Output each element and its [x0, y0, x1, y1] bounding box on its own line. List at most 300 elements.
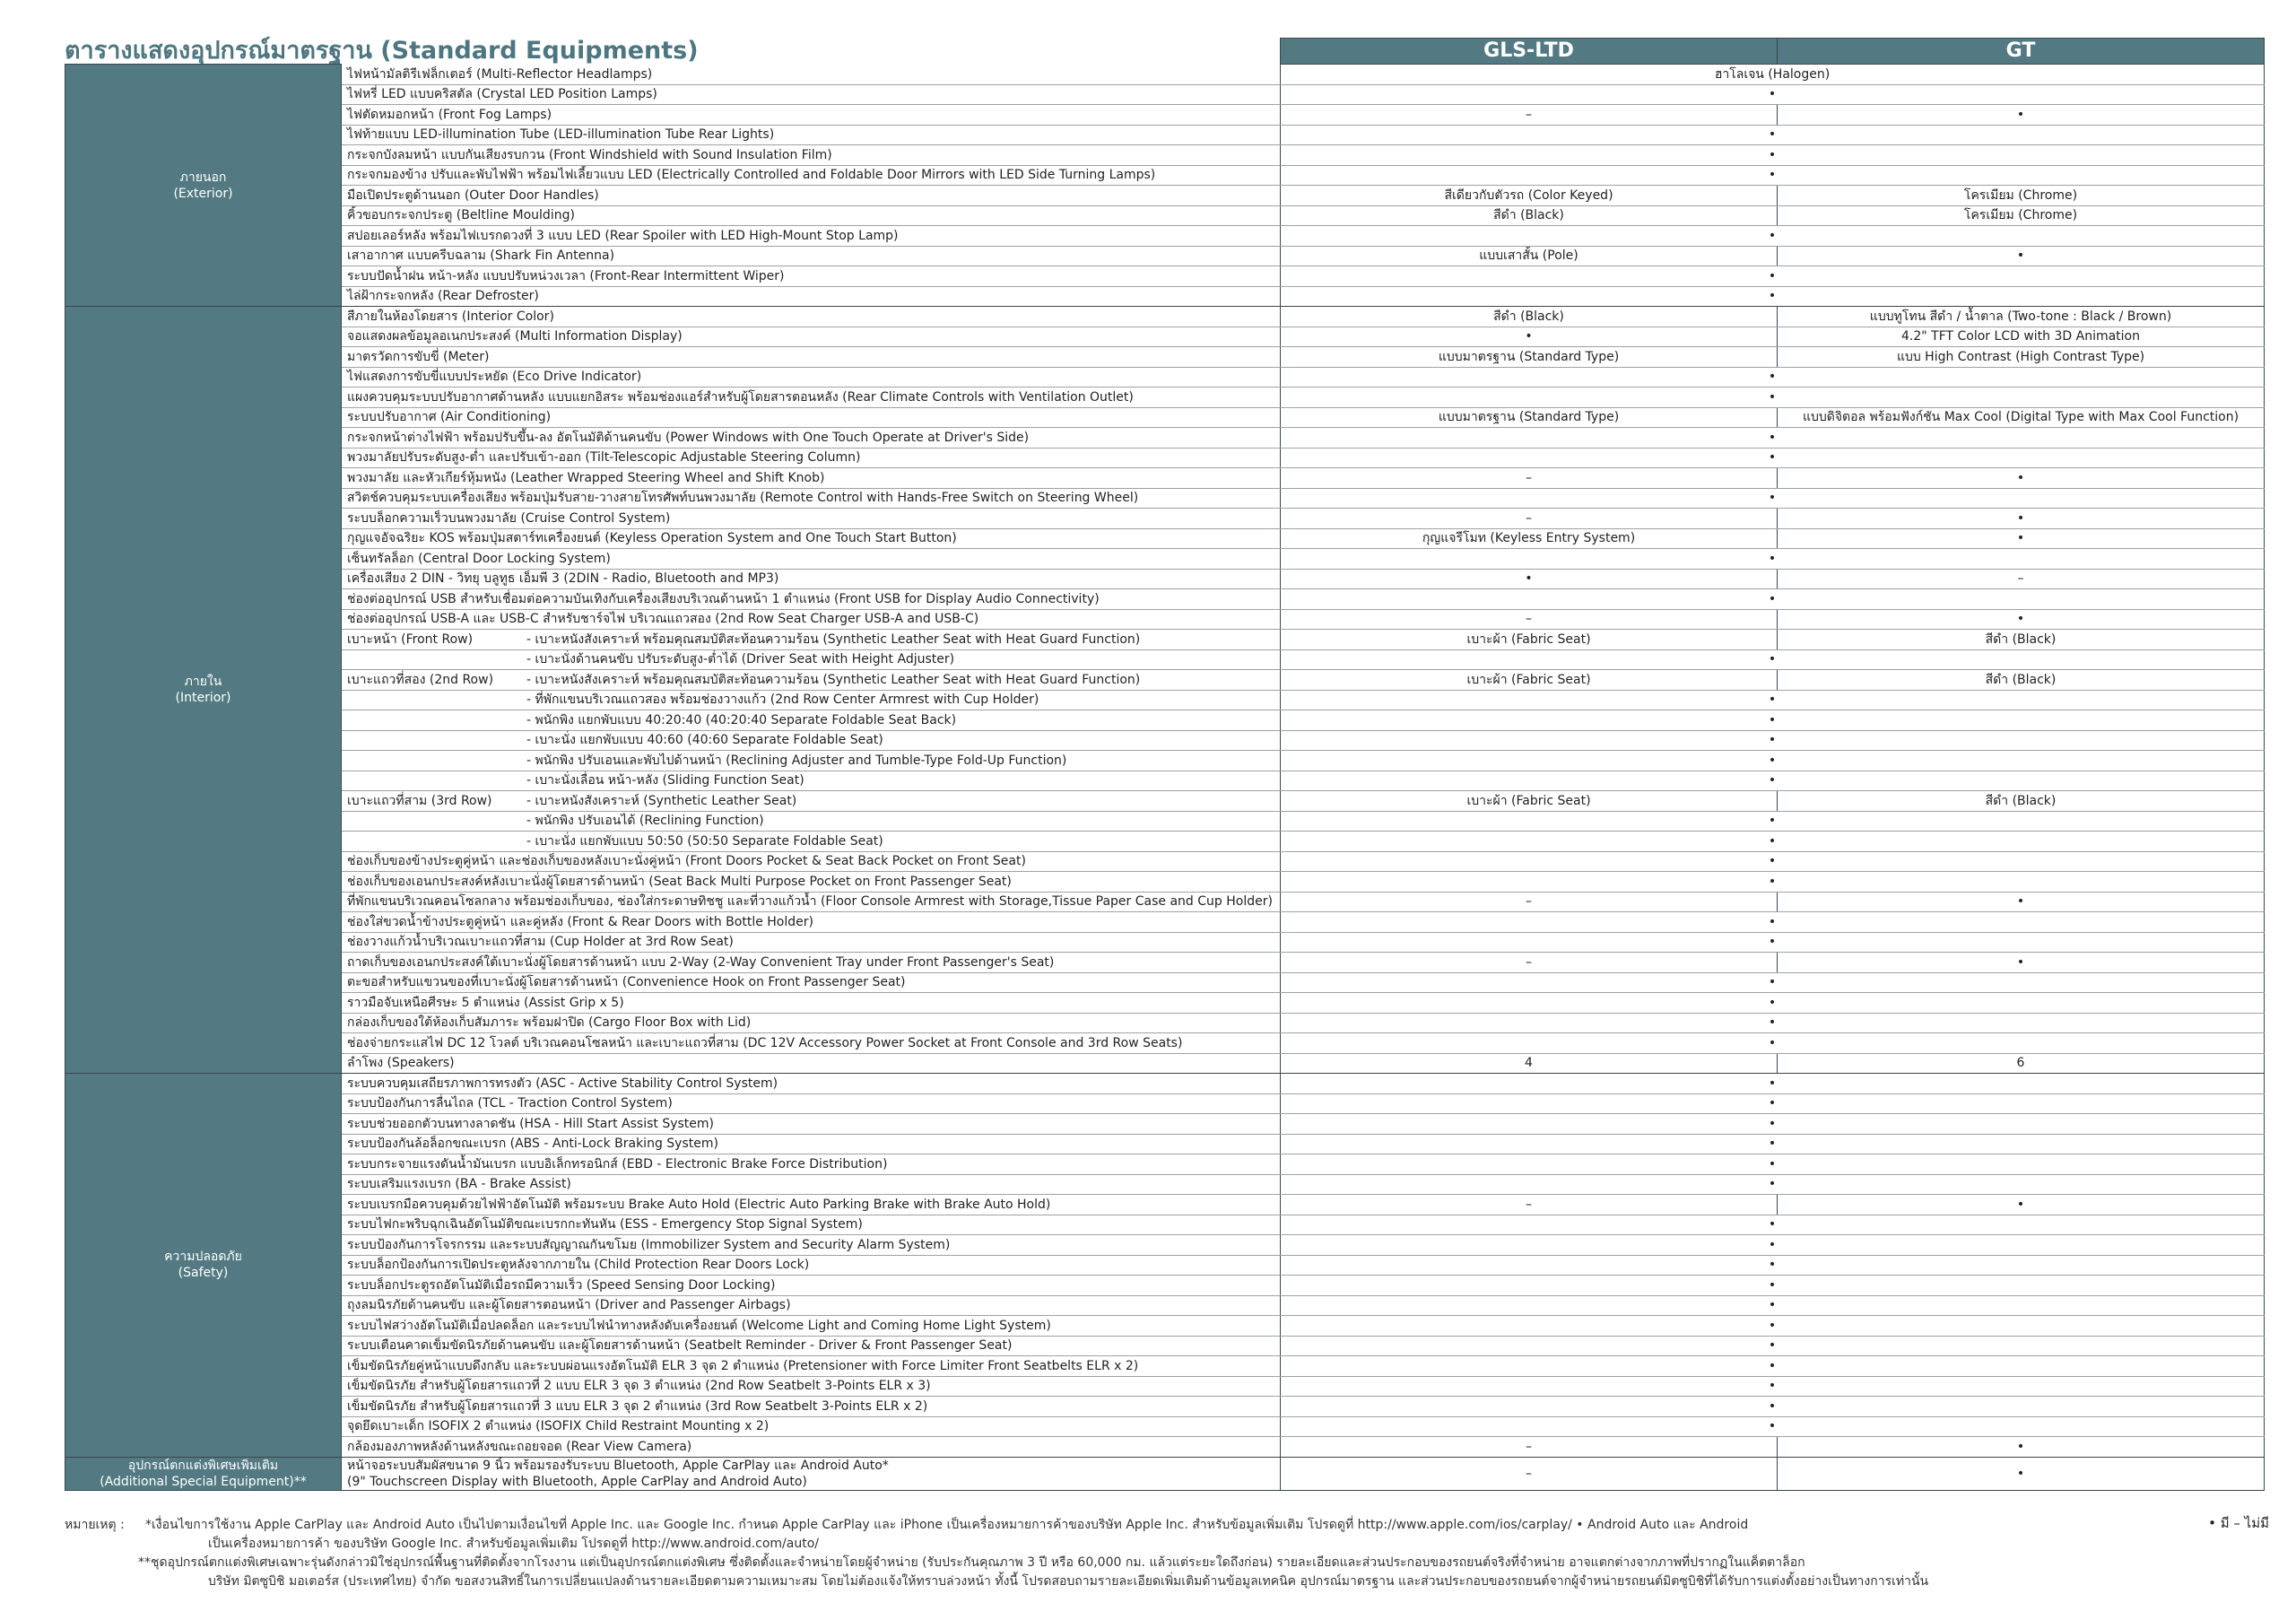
feature-text: ช่องเก็บของเอนกประสงค์หลังเบาะนั่งผู้โดยสารด้านหน้า (Seat Back Multi Purpose Pocket on Front Passenger Seat) — [347, 874, 1012, 889]
table-row — [65, 630, 2265, 650]
feature-label — [342, 892, 1281, 912]
feature-text: เข็มขัดนิรภัยคู่หน้าแบบดึงกลับ และระบบผ่อนแรงอัตโนมัติ ELR 3 จุด 2 ตำแหน่ง (Pretensioner with Force Limiter Front Seatbelts ELR x 2) — [347, 1358, 1139, 1373]
table-row — [65, 872, 2265, 893]
value-both-models: • — [1281, 1235, 2265, 1256]
table-row — [65, 125, 2265, 145]
feature-text: สีภายในห้องโดยสาร (Interior Color) — [347, 309, 554, 324]
value-both-models: • — [1281, 388, 2265, 408]
feature-label — [342, 528, 1281, 549]
feature-text: ระบบล็อกป้องกันการเปิดประตูหลังจากภายใน (Child Protection Rear Doors Lock) — [347, 1258, 810, 1273]
section-name-th: อุปกรณ์ตกแต่งพิเศษเพิ่มเติม — [127, 1458, 279, 1473]
feature-text: กล่องเก็บของใต้ห้องเก็บสัมภาระ พร้อมฝาปิด (Cargo Floor Box with Lid) — [347, 1015, 752, 1031]
feature-label — [342, 1235, 1281, 1256]
value-gls-ltd: แบบมาตรฐาน (Standard Type) — [1281, 347, 1778, 368]
table-row — [65, 932, 2265, 953]
feature-text: ถุงลมนิรภัยด้านคนขับ และผู้โดยสารตอนหน้า (Driver and Passenger Airbags) — [347, 1298, 791, 1313]
table-row — [65, 993, 2265, 1014]
feature-label — [342, 125, 1281, 145]
feature-label — [342, 569, 1281, 589]
feature-label — [342, 912, 1281, 933]
feature-label — [342, 1336, 1281, 1356]
feature-text: ไฟตัดหมอกหน้า (Front Fog Lamps) — [347, 107, 552, 122]
feature-label — [342, 1457, 1281, 1490]
feature-label — [342, 1013, 1281, 1033]
table-row — [65, 1276, 2265, 1296]
table-row — [65, 367, 2265, 388]
table-row — [65, 892, 2265, 912]
value-gls-ltd: สีดำ (Black) — [1281, 205, 1778, 226]
spec-table — [65, 38, 2265, 1491]
feature-text: ระบบเตือนคาดเข็มขัดนิรภัยด้านคนขับ และผู้โดยสารด้านหน้า (Seatbelt Reminder - Driver & Front Passenger Seat) — [347, 1338, 1013, 1354]
value-gt: • — [1778, 892, 2265, 912]
table-row — [65, 690, 2265, 710]
value-both-models: • — [1281, 972, 2265, 993]
feature-label — [342, 609, 1281, 630]
table-row — [65, 1134, 2265, 1154]
table-row — [65, 851, 2265, 872]
feature-label — [342, 1295, 1281, 1316]
value-gls-ltd: แบบมาตรฐาน (Standard Type) — [1281, 407, 1778, 428]
feature-label — [342, 105, 1281, 126]
value-both-models: • — [1281, 690, 2265, 710]
feature-label — [342, 1397, 1281, 1417]
feature-label — [342, 1316, 1281, 1337]
value-both-models: • — [1281, 1397, 2265, 1417]
value-gls-ltd: – — [1281, 1457, 1778, 1490]
table-row — [65, 751, 2265, 771]
feature-label — [342, 1093, 1281, 1114]
section-name-th: ความปลอดภัย — [164, 1250, 242, 1265]
feature-label — [342, 1114, 1281, 1135]
table-row — [65, 771, 2265, 791]
feature-text: - เบาะนั่ง แยกพับแบบ 40:60 (40:60 Separate Foldable Seat) — [526, 733, 883, 748]
feature-label — [342, 1154, 1281, 1175]
value-both-models: • — [1281, 993, 2265, 1014]
column-header-gls-ltd: GLS-LTD — [1281, 39, 1778, 65]
table-row — [65, 286, 2265, 307]
feature-text: ไล่ฝ้ากระจกหลัง (Rear Defroster) — [347, 289, 539, 304]
table-row — [65, 710, 2265, 731]
table-row — [65, 226, 2265, 247]
feature-text: หน้าจอระบบสัมผัสขนาด 9 นิ้ว พร้อมรองรับระบบ Bluetooth, Apple CarPlay และ Android Auto* — [347, 1458, 889, 1473]
feature-label — [342, 549, 1281, 570]
table-row — [65, 327, 2265, 347]
feature-label — [342, 589, 1281, 610]
feature-text: - ที่พักแขนบริเวณแถวสอง พร้อมช่องวางแก้ว (2nd Row Center Armrest with Cup Holder) — [526, 692, 1039, 708]
value-both-models: • — [1281, 84, 2265, 105]
value-both-models: • — [1281, 649, 2265, 670]
table-row — [65, 186, 2265, 206]
feature-label — [342, 710, 1281, 731]
value-gls-ltd: – — [1281, 509, 1778, 529]
feature-text: เสาอากาศ แบบครีบฉลาม (Shark Fin Antenna) — [347, 248, 615, 264]
value-gls-ltd: สีเดียวกับตัวรถ (Color Keyed) — [1281, 186, 1778, 206]
legend: • มี – ไม่มี — [2208, 1515, 2269, 1531]
table-row — [65, 105, 2265, 126]
value-both-models: • — [1281, 771, 2265, 791]
feature-text: ระบบล็อกประตูรถอัตโนมัติเมื่อรถมีความเร็ว (Speed Sensing Door Locking) — [347, 1277, 776, 1293]
feature-label — [342, 226, 1281, 247]
feature-text-en: (9" Touchscreen Display with Bluetooth, Apple CarPlay and Android Auto) — [347, 1474, 807, 1489]
table-row — [65, 468, 2265, 489]
table-row — [65, 1013, 2265, 1033]
feature-label — [342, 1416, 1281, 1437]
value-gt: • — [1778, 246, 2265, 266]
feature-label — [342, 690, 1281, 710]
value-gls-ltd: – — [1281, 1195, 1778, 1215]
feature-label — [342, 751, 1281, 771]
value-both-models: • — [1281, 1174, 2265, 1195]
value-both-models: • — [1281, 165, 2265, 186]
feature-label — [342, 1255, 1281, 1276]
value-gt: • — [1778, 1457, 2265, 1490]
table-row — [65, 549, 2265, 570]
feature-text: เข็มขัดนิรภัย สำหรับผู้โดยสารแถวที่ 3 แบบ ELR 3 จุด 2 ตำแหน่ง (3rd Row Seatbelt 3-Points ELR x 2) — [347, 1398, 928, 1414]
feature-label — [342, 186, 1281, 206]
feature-label — [342, 953, 1281, 973]
value-both-models: • — [1281, 730, 2265, 751]
feature-label — [342, 448, 1281, 468]
feature-text: กระจกบังลมหน้า แบบกันเสียงรบกวน (Front Windshield with Sound Insulation Film) — [347, 147, 832, 162]
feature-label — [342, 65, 1281, 85]
value-both-models: • — [1281, 145, 2265, 166]
table-row — [65, 791, 2265, 812]
table-row — [65, 832, 2265, 852]
feature-text: สวิตช์ควบคุมระบบเครื่องเสียง พร้อมปุ่มรับสาย-วางสายโทรศัพท์บนพวงมาลัย (Remote Control with Hands-Free Switch on Steering Wheel) — [347, 491, 1139, 506]
footer-notes — [65, 1516, 2271, 1591]
feature-text: ระบบเบรกมือควบคุมด้วยไฟฟ้าอัตโนมัติ พร้อมระบบ Brake Auto Hold (Electric Auto Parking Brake with Brake Auto Hold) — [347, 1197, 1051, 1212]
feature-label — [342, 388, 1281, 408]
value-both-models: • — [1281, 1114, 2265, 1135]
feature-label — [342, 811, 1281, 832]
value-both-models: • — [1281, 1093, 2265, 1114]
value-both-models: • — [1281, 1316, 2265, 1337]
seat-group-label: เบาะแถวที่สาม (3rd Row) — [347, 793, 492, 808]
value-both-models: • — [1281, 751, 2265, 771]
value-both-models: • — [1281, 428, 2265, 449]
table-row — [65, 1033, 2265, 1054]
feature-text: กุญแจอัจฉริยะ KOS พร้อมปุ่มสตาร์ทเครื่องยนต์ (Keyless Operation System and One Touch Start Button) — [347, 531, 957, 546]
feature-text: แผงควบคุมระบบปรับอากาศด้านหลัง แบบแยกอิสระ พร้อมช่องแอร์สำหรับผู้โดยสารตอนหลัง (Rear Climate Controls with Ventilation Outlet) — [347, 389, 1134, 405]
feature-label — [342, 145, 1281, 166]
value-gls-ltd: – — [1281, 1437, 1778, 1458]
feature-label — [342, 1356, 1281, 1377]
footnote-2-cont: บริษัท มิตซูบิชิ มอเตอร์ส (ประเทศไทย) จำกัด ขอสงวนสิทธิ์ในการเปลี่ยนแปลงด้านรายละเอียดตามความเหมาะสม โดยไม่ต้องแจ้งให้ทราบล่วงหน้า ทั้งนี้ โปรดสอบถามรายละเอียดเพิ่มเติมด้านข้อมูลเทคนิค อุปกรณ์มาตรฐาน และส่วนประกอบของรถยนต์จากผู้จำหน่ายรถยนต์มิตซูบิชิที่ได้รับการแต่งตั้งอย่างเป็นทางการเท่านั้น — [208, 1574, 1929, 1589]
feature-text: ราวมือจับเหนือศีรษะ 5 ตำแหน่ง (Assist Grip x 5) — [347, 995, 624, 1010]
table-row — [65, 589, 2265, 610]
feature-text: ระบบป้องกันล้อล็อกขณะเบรก (ABS - Anti-Lock Braking System) — [347, 1137, 718, 1152]
feature-label — [342, 1276, 1281, 1296]
value-gls-ltd: สีดำ (Black) — [1281, 307, 1778, 327]
table-row — [65, 145, 2265, 166]
value-gls-ltd: • — [1281, 327, 1778, 347]
value-both-models: • — [1281, 811, 2265, 832]
table-row — [65, 488, 2265, 509]
value-gt: • — [1778, 953, 2265, 973]
table-row — [65, 912, 2265, 933]
table-row — [65, 509, 2265, 529]
feature-text: ช่องจ่ายกระแสไฟ DC 12 โวลต์ บริเวณคอนโซลหน้า และเบาะแถวที่สาม (DC 12V Accessory Power Socket at Front Console and 3rd Row Seats) — [347, 1035, 1183, 1050]
table-row — [65, 246, 2265, 266]
value-gt: แบบ High Contrast (High Contrast Type) — [1778, 347, 2265, 368]
feature-label — [342, 367, 1281, 388]
feature-text: กล้องมองภาพหลังด้านหลังขณะถอยจอด (Rear View Camera) — [347, 1439, 692, 1454]
value-both-models: • — [1281, 1376, 2265, 1397]
feature-label — [342, 266, 1281, 287]
value-gt: สีดำ (Black) — [1778, 791, 2265, 812]
table-row — [65, 205, 2265, 226]
feature-label — [342, 1376, 1281, 1397]
table-row — [65, 1437, 2265, 1458]
value-both-models: • — [1281, 1074, 2265, 1094]
feature-text: ระบบป้องกันการโจรกรรม และระบบสัญญาณกันขโมย (Immobilizer System and Security Alarm System) — [347, 1237, 951, 1252]
value-both-models: • — [1281, 589, 2265, 610]
feature-text: - เบาะนั่งด้านคนขับ ปรับระดับสูง-ต่ำได้ (Driver Seat with Height Adjuster) — [526, 652, 955, 667]
feature-text: - พนักพิง ปรับเอนได้ (Reclining Function) — [526, 814, 764, 829]
seat-group-label: เบาะแถวที่สอง (2nd Row) — [347, 672, 494, 687]
section-name-en: (Additional Special Equipment)** — [100, 1474, 307, 1489]
feature-text: - เบาะหนังสังเคราะห์ (Synthetic Leather Seat) — [526, 793, 797, 808]
value-both-models: • — [1281, 488, 2265, 509]
value-gt: แบบทูโทน สีดำ / น้ำตาล (Two-tone : Black / Brown) — [1778, 307, 2265, 327]
value-both-models: • — [1281, 851, 2265, 872]
column-header-gt: GT — [1778, 39, 2265, 65]
feature-label — [342, 205, 1281, 226]
feature-label — [342, 670, 1281, 691]
feature-text: จอแสดงผลข้อมูลอเนกประสงค์ (Multi Information Display) — [347, 329, 683, 344]
value-both-models: • — [1281, 1416, 2265, 1437]
section-name-en: (Exterior) — [173, 186, 233, 201]
footer-label: หมายเหตุ : — [65, 1518, 125, 1532]
feature-label — [342, 771, 1281, 791]
feature-text: ระบบล็อกความเร็วบนพวงมาลัย (Cruise Control System) — [347, 510, 671, 526]
feature-text: ไฟท้ายแบบ LED-illumination Tube (LED-illumination Tube Rear Lights) — [347, 127, 775, 143]
value-both-models: • — [1281, 448, 2265, 468]
value-gls-ltd: เบาะผ้า (Fabric Seat) — [1281, 630, 1778, 650]
section-name-th: ภายใน — [184, 675, 222, 689]
value-both-models: • — [1281, 226, 2265, 247]
table-row — [65, 84, 2265, 105]
feature-label — [342, 488, 1281, 509]
table-row — [65, 65, 2265, 85]
value-gt: แบบดิจิตอล พร้อมฟังก์ชัน Max Cool (Digital Type with Max Cool Function) — [1778, 407, 2265, 428]
footnote-1: *เงื่อนไขการใช้งาน Apple CarPlay และ Android Auto เป็นไปตามเงื่อนไขที่ Apple Inc. และ Google Inc. กำหนด Apple CarPlay และ iPhone เป็นเครื่องหมายการค้าของบริษัท Apple Inc. สำหรับข้อมูลเพิ่มเติม โปรดดูที่ http://www.apple.com/ios/carplay/ • Android Auto และ Android — [145, 1518, 1749, 1532]
value-gls-ltd: แบบเสาสั้น (Pole) — [1281, 246, 1778, 266]
page-title: ตารางแสดงอุปกรณ์มาตรฐาน (Standard Equipments) — [65, 37, 699, 65]
feature-label — [342, 993, 1281, 1014]
table-row — [65, 730, 2265, 751]
feature-label — [342, 1033, 1281, 1054]
feature-text: มือเปิดประตูด้านนอก (Outer Door Handles) — [347, 187, 599, 203]
value-gls-ltd: – — [1281, 609, 1778, 630]
feature-text: เข็มขัดนิรภัย สำหรับผู้โดยสารแถวที่ 2 แบบ ELR 3 จุด 3 ตำแหน่ง (2nd Row Seatbelt 3-Points ELR x 3) — [347, 1379, 931, 1394]
feature-text: ระบบช่วยออกตัวบนทางลาดชัน (HSA - Hill Start Assist System) — [347, 1116, 714, 1131]
feature-text: ช่องวางแก้วน้ำบริเวณเบาะแถวที่สาม (Cup Holder at 3rd Row Seat) — [347, 935, 734, 950]
feature-text: พวงมาลัยปรับระดับสูง-ต่ำ และปรับเข้า-ออก (Tilt-Telescopic Adjustable Steering Column) — [347, 450, 861, 466]
table-row — [65, 1195, 2265, 1215]
seat-group-label: เบาะหน้า (Front Row) — [347, 631, 474, 647]
table-row — [65, 266, 2265, 287]
feature-label — [342, 649, 1281, 670]
value-both-models: • — [1281, 367, 2265, 388]
feature-text: ไฟหรี่ LED แบบคริสตัล (Crystal LED Position Lamps) — [347, 87, 657, 102]
value-gt: โครเมียม (Chrome) — [1778, 205, 2265, 226]
value-both-models: • — [1281, 912, 2265, 933]
value-gls-ltd: – — [1281, 468, 1778, 489]
feature-text: ถาดเก็บของเอนกประสงค์ใต้เบาะนั่งผู้โดยสารด้านหน้า แบบ 2-Way (2-Way Convenient Tray under Front Passenger's Seat) — [347, 954, 1055, 970]
table-row — [65, 347, 2265, 368]
feature-label — [342, 872, 1281, 893]
feature-label — [342, 932, 1281, 953]
value-both-models: • — [1281, 710, 2265, 731]
section-label — [65, 1457, 342, 1490]
table-row — [65, 609, 2265, 630]
feature-label — [342, 1134, 1281, 1154]
table-row — [65, 1154, 2265, 1175]
table-row — [65, 972, 2265, 993]
feature-text: ระบบกระจายแรงดันน้ำมันเบรก แบบอิเล็กทรอนิกส์ (EBD - Electronic Brake Force Distribution) — [347, 1156, 888, 1171]
feature-text: ไฟหน้ามัลติรีเฟล็กเตอร์ (Multi-Reflector Headlamps) — [347, 66, 653, 82]
section-name-en: (Interior) — [175, 691, 231, 705]
table-row — [65, 1093, 2265, 1114]
value-gls-ltd: กุญแจรีโมท (Keyless Entry System) — [1281, 528, 1778, 549]
feature-label — [342, 509, 1281, 529]
feature-label — [342, 1437, 1281, 1458]
section-name-th: ภายนอก — [179, 170, 227, 185]
value-gt: • — [1778, 105, 2265, 126]
table-row — [65, 1356, 2265, 1377]
table-row — [65, 388, 2265, 408]
value-both-models: • — [1281, 1356, 2265, 1377]
feature-text: ช่องต่ออุปกรณ์ USB สำหรับเชื่อมต่อความบันเทิงกับเครื่องเสียงบริเวณด้านหน้า 1 ตำแหน่ง (Front USB for Display Audio Connectivity) — [347, 591, 1100, 606]
value-gt: • — [1778, 468, 2265, 489]
feature-text: ระบบป้องกันการลื่นไถล (TCL - Traction Control System) — [347, 1096, 673, 1111]
feature-text: สปอยเลอร์หลัง พร้อมไฟเบรกดวงที่ 3 แบบ LED (Rear Spoiler with LED High-Mount Stop Lamp) — [347, 228, 899, 243]
feature-label — [342, 307, 1281, 327]
feature-text: - เบาะนั่งเลื่อน หน้า-หลัง (Sliding Function Seat) — [526, 773, 804, 788]
value-gls-ltd: เบาะผ้า (Fabric Seat) — [1281, 670, 1778, 691]
feature-label — [342, 630, 1281, 650]
feature-label — [342, 851, 1281, 872]
feature-text: ตะขอสำหรับแขวนของที่เบาะนั่งผู้โดยสารด้านหน้า (Convenience Hook on Front Passenger Seat) — [347, 975, 906, 990]
feature-text: ระบบปัดน้ำฝน หน้า-หลัง แบบปรับหน่วงเวลา (Front-Rear Intermittent Wiper) — [347, 268, 785, 283]
value-gt: 4.2" TFT Color LCD with 3D Animation — [1778, 327, 2265, 347]
table-row — [65, 165, 2265, 186]
value-gt: 6 — [1778, 1053, 2265, 1074]
feature-text: ไฟแสดงการขับขี่แบบประหยัด (Eco Drive Indicator) — [347, 370, 642, 385]
feature-label — [342, 972, 1281, 993]
feature-label — [342, 468, 1281, 489]
feature-text: ช่องเก็บของข้างประตูคู่หน้า และช่องเก็บของหลังเบาะนั่งคู่หน้า (Front Doors Pocket & Seat Back Pocket on Front Seat) — [347, 854, 1026, 869]
feature-label — [342, 286, 1281, 307]
value-gt: โครเมียม (Chrome) — [1778, 186, 2265, 206]
feature-text: พวงมาลัย และหัวเกียร์หุ้มหนัง (Leather Wrapped Steering Wheel and Shift Knob) — [347, 470, 825, 485]
table-row — [65, 1376, 2265, 1397]
feature-label — [342, 165, 1281, 186]
table-row — [65, 1074, 2265, 1094]
feature-label — [342, 1174, 1281, 1195]
feature-label — [342, 327, 1281, 347]
value-both-models: • — [1281, 1013, 2265, 1033]
value-gls-ltd: – — [1281, 105, 1778, 126]
feature-label — [342, 1074, 1281, 1094]
value-gls-ltd: – — [1281, 892, 1778, 912]
table-row — [65, 428, 2265, 449]
value-both-models: • — [1281, 266, 2265, 287]
value-gt: • — [1778, 1437, 2265, 1458]
value-both-models: • — [1281, 125, 2265, 145]
value-gt: • — [1778, 509, 2265, 529]
table-row — [65, 1295, 2265, 1316]
value-gt: สีดำ (Black) — [1778, 630, 2265, 650]
table-row — [65, 1397, 2265, 1417]
table-row — [65, 1235, 2265, 1256]
feature-label — [342, 832, 1281, 852]
feature-label — [342, 84, 1281, 105]
feature-text: ระบบไฟสว่างอัตโนมัติเมื่อปลดล็อก และระบบไฟนำทางหลังดับเครื่องยนต์ (Welcome Light and Coming Home Light System) — [347, 1318, 1051, 1333]
feature-text: คิ้วขอบกระจกประตู (Beltline Moulding) — [347, 208, 575, 223]
feature-label — [342, 1215, 1281, 1235]
feature-label — [342, 407, 1281, 428]
value-both-models: • — [1281, 549, 2265, 570]
table-row — [65, 528, 2265, 549]
feature-label — [342, 730, 1281, 751]
table-row — [65, 811, 2265, 832]
section-label — [65, 307, 342, 1074]
section-name-en: (Safety) — [178, 1266, 229, 1281]
feature-text: ระบบควบคุมเสถียรภาพการทรงตัว (ASC - Active Stability Control System) — [347, 1076, 778, 1091]
table-row — [65, 1215, 2265, 1235]
feature-text: ระบบไฟกะพริบฉุกเฉินอัตโนมัติขณะเบรกกะทันหัน (ESS - Emergency Stop Signal System) — [347, 1217, 863, 1232]
feature-label — [342, 347, 1281, 368]
value-both-models: • — [1281, 872, 2265, 893]
feature-label — [342, 428, 1281, 449]
feature-text: - พนักพิง แยกพับแบบ 40:20:40 (40:20:40 Separate Foldable Seat Back) — [526, 712, 957, 727]
feature-label — [342, 1195, 1281, 1215]
value-both-models: • — [1281, 1215, 2265, 1235]
table-row — [65, 1457, 2265, 1490]
value-both-models: • — [1281, 1276, 2265, 1296]
value-gls-ltd: – — [1281, 953, 1778, 973]
table-header — [65, 39, 2265, 65]
feature-text: มาตรวัดการขับขี่ (Meter) — [347, 349, 490, 364]
footnote-1-cont: เป็นเครื่องหมายการค้า ของบริษัท Google Inc. สำหรับข้อมูลเพิ่มเติม โปรดดูที่ http://www.android.com/auto/ — [208, 1537, 819, 1551]
feature-text: ที่พักแขนบริเวณคอนโซลกลาง พร้อมช่องเก็บของ, ช่องใส่กระดาษทิชชู และที่วางแก้วน้ำ (Floor Console Armrest with Storage,Tissue Paper Case and Cup Holder) — [347, 894, 1273, 910]
feature-text: - พนักพิง ปรับเอนและพับไปด้านหน้า (Reclining Adjuster and Tumble-Type Fold-Up Function) — [526, 753, 1067, 768]
value-both-models: • — [1281, 832, 2265, 852]
table-row — [65, 1255, 2265, 1276]
table-row — [65, 670, 2265, 691]
feature-text: ระบบปรับอากาศ (Air Conditioning) — [347, 410, 552, 425]
feature-text: - เบาะหนังสังเคราะห์ พร้อมคุณสมบัติสะท้อนความร้อน (Synthetic Leather Seat with Heat Guard Function) — [526, 672, 1141, 687]
value-both-models: • — [1281, 932, 2265, 953]
value-gls-ltd: 4 — [1281, 1053, 1778, 1074]
table-row — [65, 1114, 2265, 1135]
feature-text: เซ็นทรัลล็อก (Central Door Locking System) — [347, 551, 611, 566]
value-gt: • — [1778, 609, 2265, 630]
section-label — [65, 1074, 342, 1458]
feature-label — [342, 246, 1281, 266]
value-both-models: • — [1281, 286, 2265, 307]
value-gt: • — [1778, 528, 2265, 549]
feature-text: จุดยึดเบาะเด็ก ISOFIX 2 ตำแหน่ง (ISOFIX Child Restraint Mounting x 2) — [347, 1419, 770, 1434]
feature-text: เครื่องเสียง 2 DIN - วิทยุ บลูทูธ เอ็มพี 3 (2DIN - Radio, Bluetooth and MP3) — [347, 571, 779, 587]
value-gls-ltd: • — [1281, 569, 1778, 589]
feature-text: ลำโพง (Speakers) — [347, 1056, 455, 1071]
value-both-models: • — [1281, 1134, 2265, 1154]
value-gt: – — [1778, 569, 2265, 589]
section-label — [65, 65, 342, 307]
